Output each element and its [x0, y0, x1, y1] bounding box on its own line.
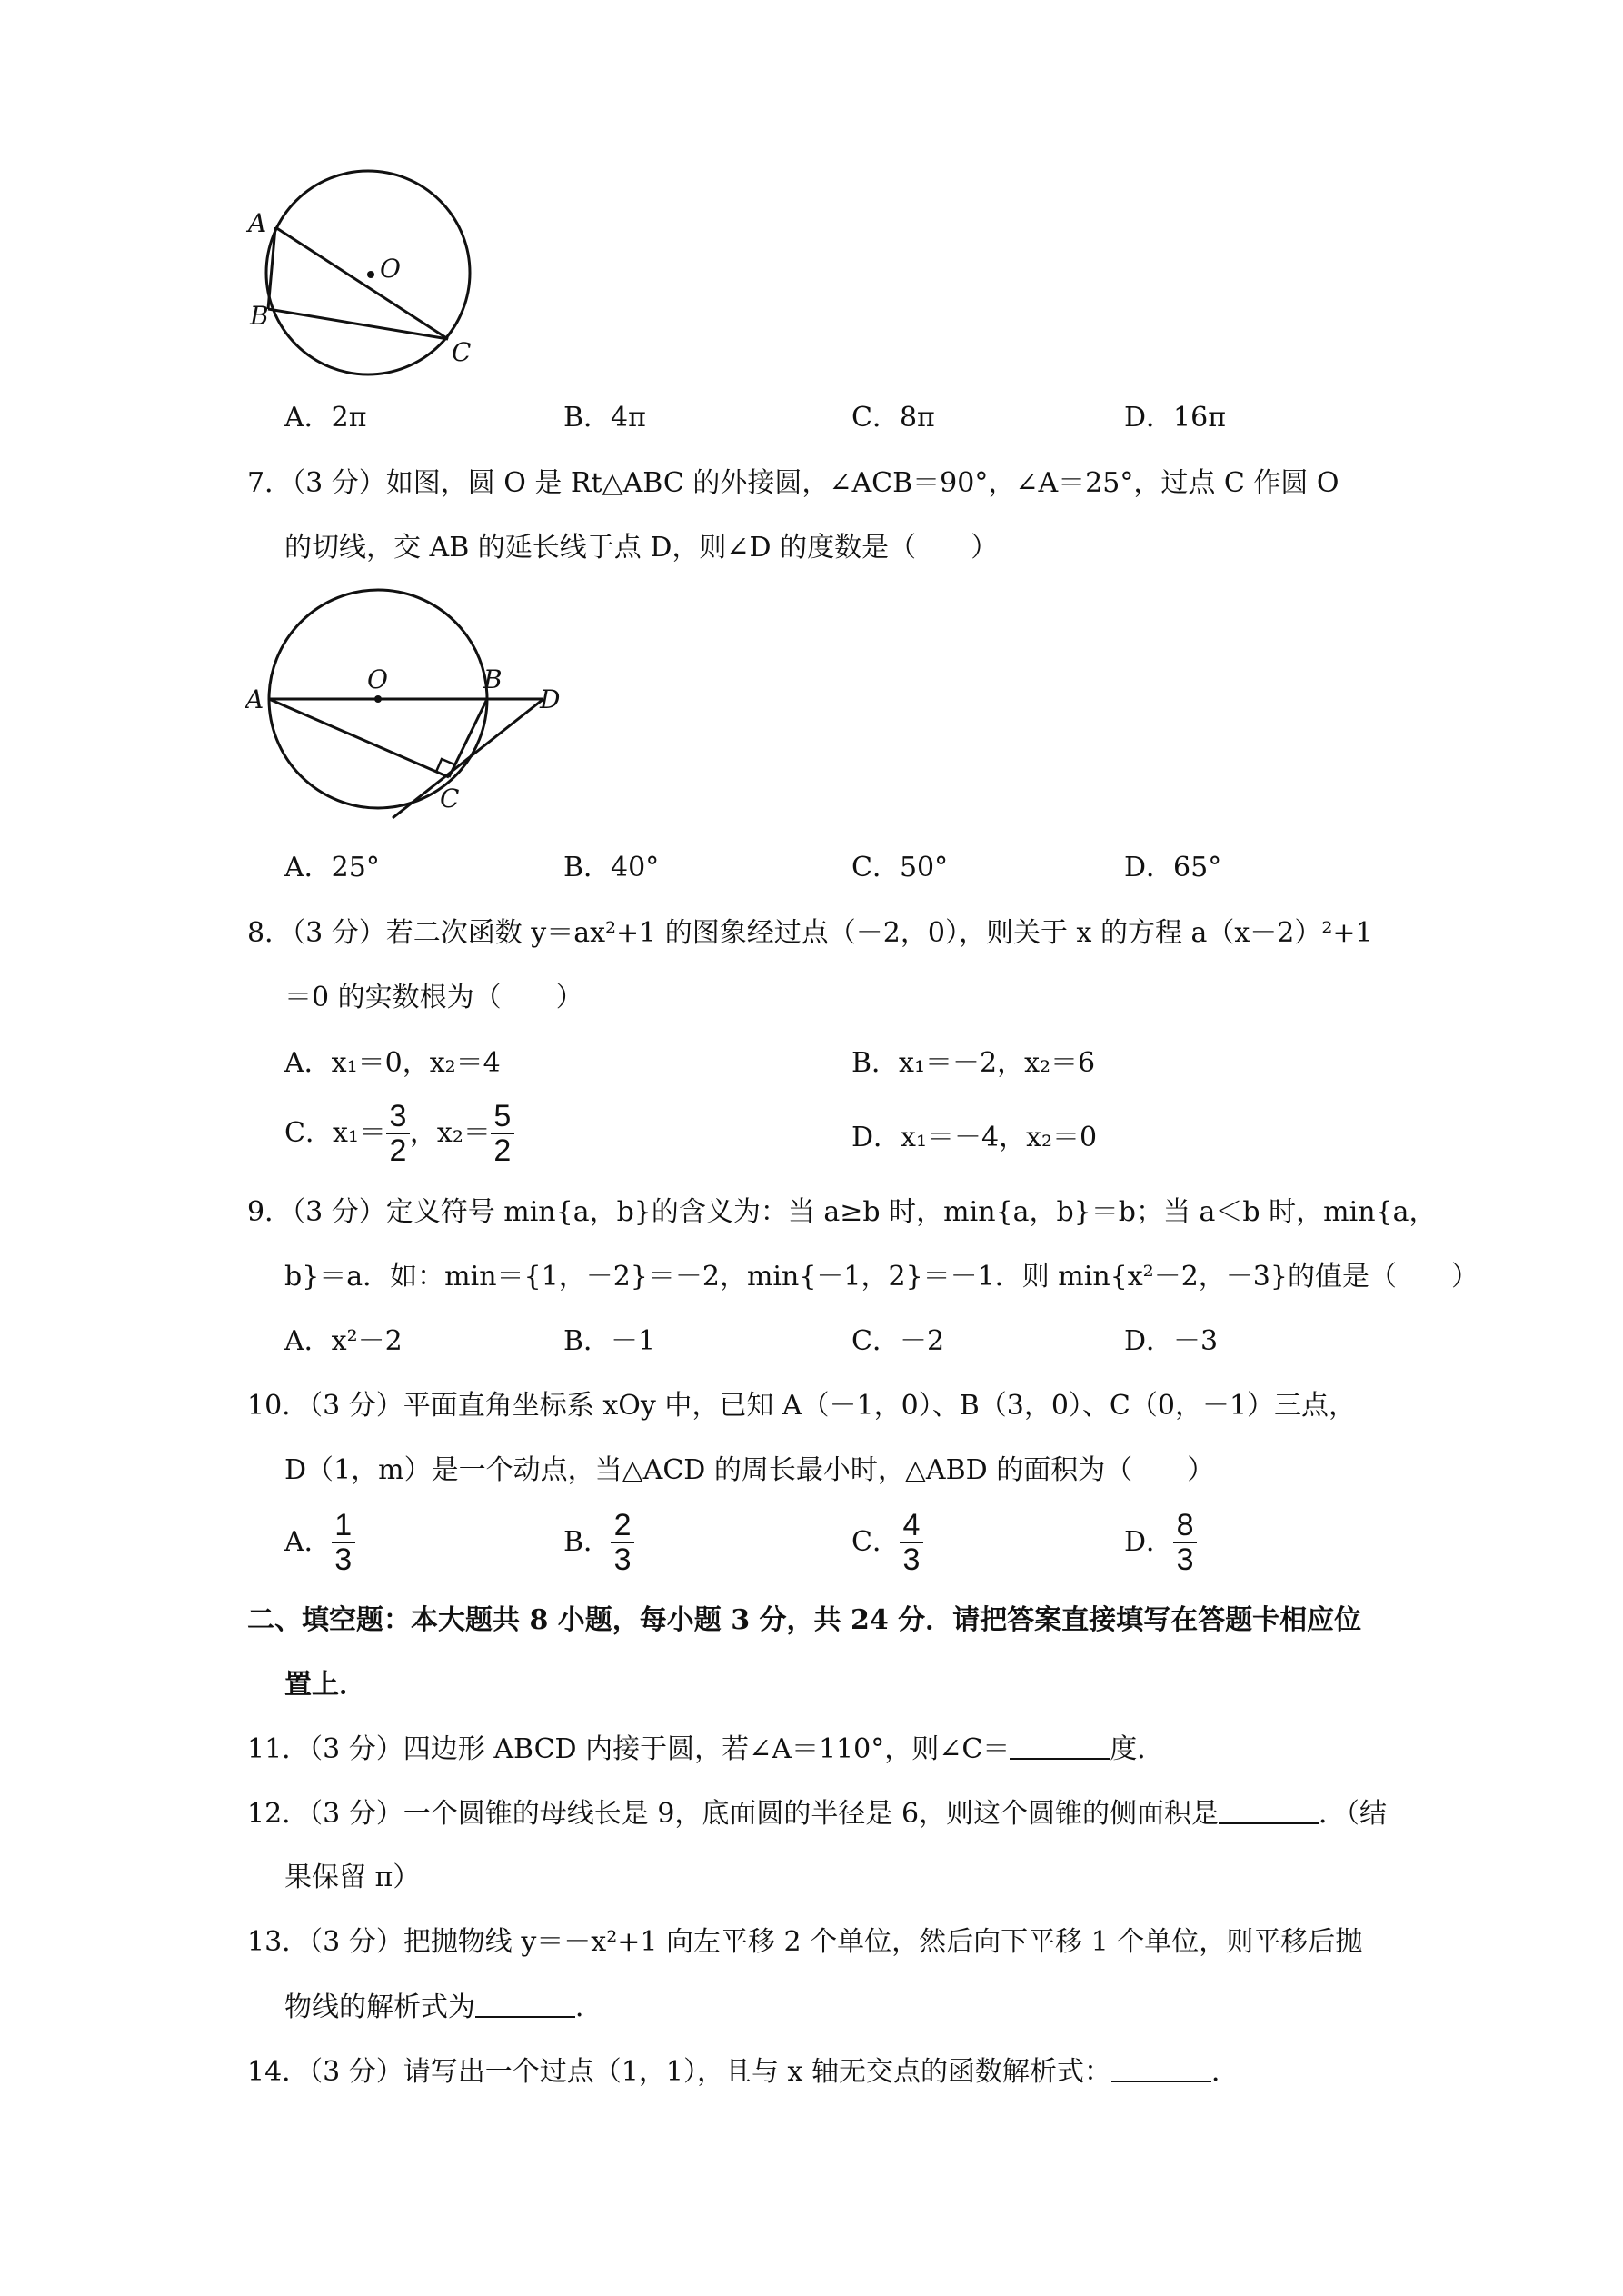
answer-blank — [1111, 2053, 1211, 2082]
numerator: 2 — [613, 1508, 632, 1542]
q8-option-c-prefix: C．x₁＝ — [284, 1117, 386, 1149]
q9-option-a: A．x²－2 — [284, 1325, 403, 1357]
segment-bc — [268, 309, 448, 339]
fraction-4-3 — [900, 1509, 923, 1576]
q9-stem-line2: b}＝a．如：min＝{1，－2}＝－2，min{－1，2}＝－1．则 min{x²－2，－3}的值是（ ） — [284, 1261, 1479, 1293]
denominator: 2 — [389, 1133, 407, 1168]
q8-stem-line2: ＝0 的实数根为（ ） — [284, 982, 583, 1013]
q8-option-c — [284, 1100, 514, 1167]
fraction-5-2 — [491, 1100, 514, 1167]
label-a: A — [248, 208, 267, 238]
q12-suffix: ．（结 — [1319, 1798, 1388, 1830]
q9-option-b: B．－1 — [563, 1325, 656, 1357]
fraction-2-3 — [611, 1509, 634, 1576]
q11-stem — [247, 1731, 1164, 1768]
q9-stem-line1: 9．（3 分）定义符号 min{a，b}的含义为：当 a≥b 时，min{a，b}＝b；当 a＜b 时，min{a， — [247, 1196, 1437, 1228]
segment-bc — [449, 699, 487, 777]
q8-option-b: B．x₁＝－2，x₂＝6 — [851, 1047, 1096, 1079]
q7-option-c: C．50° — [851, 852, 949, 883]
tangent-line — [393, 699, 543, 818]
label-b: B — [483, 664, 503, 694]
q13-stem-line2 — [284, 1989, 602, 2026]
q10-option-b — [563, 1509, 634, 1576]
q8-option-c-mid: ，x₂＝ — [409, 1117, 491, 1149]
denominator: 3 — [1176, 1542, 1194, 1577]
center-point — [374, 695, 382, 703]
q7-stem-line1: 7．（3 分）如图，圆 O 是 Rt△ABC 的外接圆，∠ACB＝90°，∠A＝25°，过点 C 作圆 O — [247, 467, 1339, 499]
label-d: D — [540, 684, 561, 714]
label-o: O — [380, 254, 401, 284]
section-2-heading-line1: 二、填空题：本大题共 8 小题，每小题 3 分，共 24 分．请把答案直接填写在答题卡相应位 — [247, 1604, 1362, 1636]
label-c: C — [452, 337, 472, 367]
center-point — [367, 271, 374, 278]
denominator: 2 — [493, 1133, 512, 1168]
numerator: 5 — [493, 1099, 512, 1133]
q14-text: 14．（3 分）请写出一个过点（1，1），且与 x 轴无交点的函数解析式： — [247, 2056, 1111, 2088]
fraction-3-2 — [386, 1100, 410, 1167]
section-2-heading-line2: 置上． — [284, 1669, 366, 1701]
numerator: 1 — [334, 1508, 353, 1542]
q6-option-c: C．8π — [851, 402, 935, 434]
q10-stem-line1: 10．（3 分）平面直角坐标系 xOy 中，已知 A（－1，0）、B（3，0）、C（0，－1）三点， — [247, 1390, 1357, 1422]
option-label: B． — [563, 1526, 612, 1558]
segment-ac — [275, 227, 448, 339]
label-o: O — [367, 664, 388, 694]
q12-stem-line1 — [247, 1795, 1387, 1832]
q7-option-d: D．65° — [1124, 852, 1222, 883]
answer-blank — [1219, 1795, 1319, 1824]
q12-text: 12．（3 分）一个圆锥的母线长是 9，底面圆的半径是 6，则这个圆锥的侧面积是 — [247, 1798, 1220, 1830]
q12-stem-line2: 果保留 π） — [284, 1862, 421, 1893]
q9-option-c: C．－2 — [851, 1325, 945, 1357]
q6-option-b: B．4π — [563, 402, 646, 434]
label-c: C — [440, 784, 460, 814]
denominator: 3 — [334, 1542, 353, 1577]
q6-option-d: D．16π — [1124, 402, 1226, 434]
q14-stem — [247, 2053, 1239, 2091]
q6-option-a: A．2π — [284, 402, 367, 434]
fraction-8-3 — [1173, 1509, 1197, 1576]
fraction-1-3 — [332, 1509, 355, 1576]
answer-blank — [475, 1989, 575, 2018]
label-b: B — [250, 301, 269, 331]
q7-option-a: A．25° — [284, 852, 380, 883]
figure-q6-circle — [241, 159, 495, 377]
numerator: 4 — [902, 1508, 921, 1542]
q7-stem-line2: 的切线，交 AB 的延长线于点 D，则∠D 的度数是（ ） — [284, 532, 999, 564]
q10-option-a — [284, 1509, 355, 1576]
q10-option-d — [1124, 1509, 1197, 1576]
q11-text: 11．（3 分）四边形 ABCD 内接于圆，若∠A＝110°，则∠C＝ — [247, 1733, 1011, 1765]
option-label: D． — [1124, 1526, 1174, 1558]
q13-stem-line1: 13．（3 分）把抛物线 y＝－x²+1 向左平移 2 个单位，然后向下平移 1 个单位，则平移后抛 — [247, 1926, 1363, 1958]
numerator: 3 — [389, 1099, 407, 1133]
q14-suffix: ． — [1210, 2056, 1239, 2088]
segment-ac — [269, 699, 449, 777]
q8-option-d: D．x₁＝－4，x₂＝0 — [851, 1122, 1098, 1153]
q10-option-c — [851, 1509, 923, 1576]
q9-option-d: D．－3 — [1124, 1325, 1219, 1357]
q10-stem-line2: D（1，m）是一个动点，当△ACD 的周长最小时，△ABD 的面积为（ ） — [284, 1454, 1215, 1486]
q8-option-a: A．x₁＝0，x₂＝4 — [284, 1047, 501, 1079]
q8-stem-line1: 8．（3 分）若二次函数 y＝ax²+1 的图象经过点（－2，0），则关于 x 的方程 a（x－2）²+1 — [247, 917, 1373, 949]
q13-suffix: ． — [575, 1992, 602, 2023]
numerator: 8 — [1176, 1508, 1194, 1542]
answer-blank — [1010, 1731, 1110, 1760]
denominator: 3 — [613, 1542, 632, 1577]
q11-suffix: 度． — [1110, 1733, 1165, 1765]
label-a: A — [245, 684, 264, 714]
option-label: A． — [284, 1526, 332, 1558]
figure-q7-circle — [245, 586, 573, 827]
q7-option-b: B．40° — [563, 852, 660, 883]
q13-text: 物线的解析式为 — [284, 1992, 475, 2023]
denominator: 3 — [902, 1542, 921, 1577]
option-label: C． — [851, 1526, 900, 1558]
